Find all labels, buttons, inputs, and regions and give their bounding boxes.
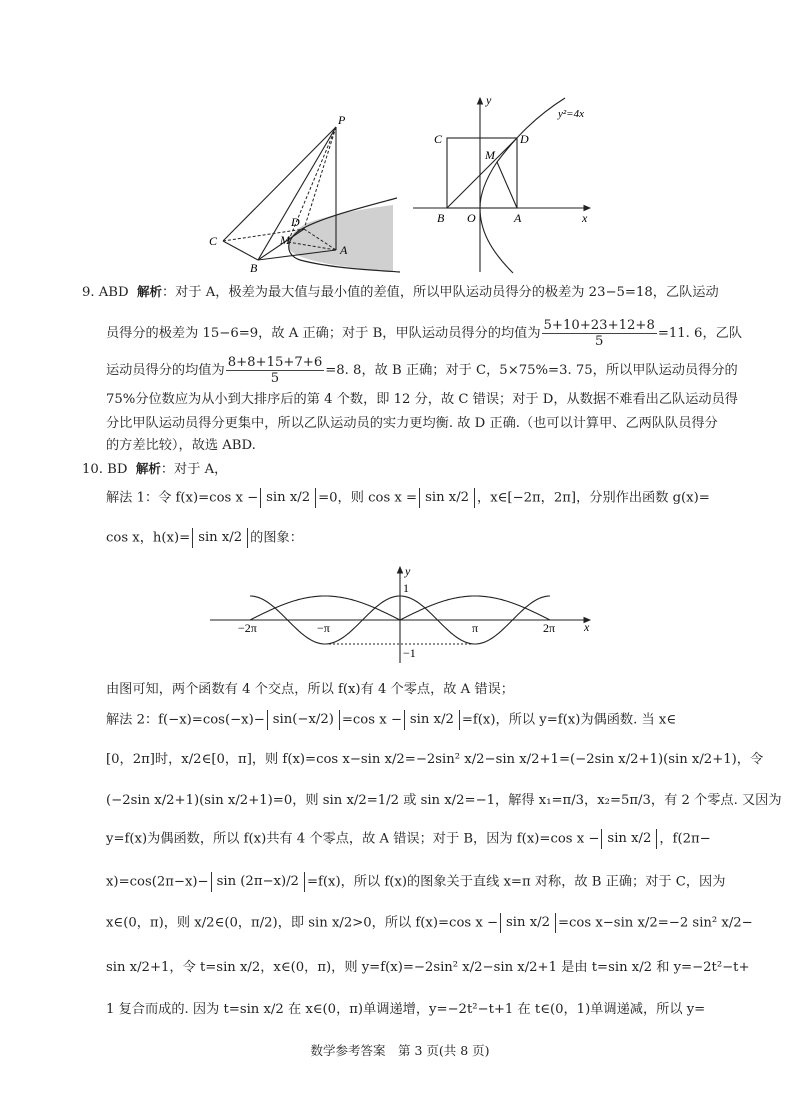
- q10-method2-line-4: [106, 829, 711, 850]
- q9-text-1: ：对于 A，极差为最大值与最小值的差值，所以甲队运动员得分的极差为 23−5=18，乙队运动: [161, 285, 719, 300]
- abs-sin-x-2: sin x/2: [260, 488, 316, 508]
- label-A: A: [514, 211, 522, 225]
- label-D: D: [520, 132, 529, 146]
- fraction-denominator: 5: [594, 334, 604, 349]
- q10-conclusion-1: 由图可知，两个函数有 4 个交点，所以 f(x)有 4 个零点，故 A 错误；: [106, 682, 514, 697]
- tick-label-neg-1: −1: [403, 646, 416, 660]
- page-footer: 数学参考答案 第 3 页(共 8 页): [310, 1043, 490, 1058]
- fraction-numerator: 8+8+15+7+6: [227, 355, 323, 370]
- text: cos x，h(x)=: [106, 530, 191, 546]
- text: ，f(2π−: [659, 831, 711, 847]
- label-D: D: [291, 215, 300, 229]
- q9-text-2a: 员得分的极差为 15−6=9，故 A 正确；对于 B，甲队运动员得分的均值为: [106, 326, 541, 341]
- q9-text-3a: 运动员得分的均值为: [106, 363, 225, 378]
- text: =cos x−sin x/2=−2 sin² x/2−: [557, 915, 753, 931]
- q10-method1-line-1: [106, 488, 710, 509]
- label-C: C: [434, 132, 443, 146]
- q9-text-3b: =8. 8，故 B 正确；对于 C，5×75%=3. 75，所以甲队运动员得分的: [325, 363, 738, 378]
- q10-method2-line-7: sin x/2+1，令 t=sin x/2，x∈(0，π)，则 y=f(x)=−2sin² x/2−sin x/2+1 是由 t=sin x/2 和 y=−2t²−t+: [106, 960, 750, 975]
- q9-tag: 解析: [136, 284, 162, 299]
- label-B: B: [250, 261, 258, 275]
- q10-line-head: [82, 459, 227, 480]
- abs-sin-x-2: sin x/2: [192, 528, 248, 548]
- q10-method2-line-3: (−2sin x/2+1)(sin x/2+1)=0，则 sin x/2=1/2 或 sin x/2=−1，解得 x₁=π/3，x₂=5π/3，有 2 个零点. 又因为: [106, 793, 782, 808]
- abs-sin-x-2: sin x/2: [601, 829, 657, 849]
- text: =f(x)，所以 f(x)的图象关于直线 x=π 对称，故 B 正确；对于 C，因为: [306, 874, 726, 890]
- label-M: M: [280, 233, 290, 247]
- q9-line-3: [106, 355, 738, 386]
- text: 解法 2：f(−x)=cos(−x)−: [106, 712, 265, 728]
- text: 的图象：: [250, 530, 303, 546]
- q10-method2-line-6: [106, 913, 753, 934]
- tick-label-neg-2pi: −2π: [238, 621, 257, 635]
- tick-label-pi: π: [472, 621, 479, 635]
- tick-label-2pi: 2π: [543, 621, 556, 635]
- label-A: A: [340, 243, 348, 257]
- tick-label-neg-pi: −π: [317, 621, 330, 635]
- curve-label: y²=4x: [558, 108, 584, 120]
- q9-text-2b: =11. 6，乙队: [657, 326, 743, 341]
- q10-method2-line-2: [0，2π]时，x/2∈[0，π]，则 f(x)=cos x−sin x/2=−2sin² x/2−sin x/2+1=(−2sin x/2+1)(sin x/2+1)，令: [106, 752, 764, 767]
- axis-x-label: x: [584, 620, 590, 634]
- abs-sin-2pi-x-2: sin (2π−x)/2: [211, 872, 305, 892]
- fraction-denominator: 5: [270, 371, 280, 386]
- axis-y-label: y: [405, 564, 411, 578]
- axis-x-label: x: [582, 211, 588, 225]
- text: y=f(x)为偶函数，所以 f(x)共有 4 个零点，故 A 错误；对于 B，因为 f(x)=cos x −: [106, 831, 600, 847]
- q10-method2-line-5: [106, 872, 725, 893]
- label-C: C: [209, 234, 218, 248]
- q10-tag: 解析: [135, 461, 161, 476]
- q10-method2-line-8: 1 复合而成的. 因为 t=sin x/2 在 x∈(0，π)单调递增，y=−2t²−t+1 在 t∈(0，1)单调递减，所以 y=: [106, 1002, 706, 1017]
- q10-head: ：对于 A，: [160, 462, 228, 477]
- shaded-parabola-region: [289, 205, 393, 272]
- abs-sin-x-2: sin x/2: [500, 913, 556, 933]
- label-P: P: [338, 113, 346, 127]
- label-O: O: [467, 211, 476, 225]
- text: 解法 1：令 f(x)=cos x −: [106, 490, 259, 506]
- q10-method2-line-1: [106, 710, 676, 731]
- parabola-y2-4x: [480, 98, 565, 273]
- abs-sin-x-2: sin x/2: [419, 488, 475, 508]
- q9-line-5: 分比甲队运动员得分更集中，所以乙队运动员的实力更均衡. 故 D 正确.（也可以计算甲、乙两队队员得分: [106, 416, 718, 431]
- abs-sin-x-2: sin x/2: [404, 710, 460, 730]
- fraction-mean-jia: [542, 318, 657, 349]
- text: x∈(0，π)，则 x/2∈(0，π/2)，即 sin x/2>0，所以 f(x)=cos x −: [106, 915, 499, 931]
- text: ，x∈[−2π，2π]，分别作出函数 g(x)=: [477, 490, 710, 506]
- text: =f(x)，所以 y=f(x)为偶函数. 当 x∈: [461, 712, 677, 728]
- label-B: B: [437, 211, 445, 225]
- q9-line-1: [82, 282, 719, 303]
- pyramid-figure: [200, 90, 420, 280]
- q9-line-6: 的方差比较），故选 ABD.: [106, 438, 256, 453]
- q9-number: 9. ABD: [82, 285, 129, 300]
- trig-graph-figure: [200, 555, 600, 665]
- label-M: M: [485, 148, 495, 162]
- fraction-mean-yi: [226, 355, 325, 386]
- q10-method1-line-2: [106, 528, 303, 549]
- text: x)=cos(2π−x)−: [106, 874, 209, 890]
- coordinate-figure: [410, 90, 610, 280]
- axis-y-label: y: [486, 93, 492, 107]
- text: =cos x −: [341, 712, 402, 728]
- q9-line-2: [106, 318, 742, 349]
- abs-sin-neg-x-2: sin(−x/2): [267, 710, 340, 730]
- fraction-numerator: 5+10+23+12+8: [543, 318, 655, 333]
- q10-number: 10. BD: [82, 462, 128, 477]
- tick-label-1: 1: [403, 581, 409, 595]
- q9-line-4: 75%分位数应为从小到大排序后的第 4 个数，即 12 分，故 C 错误；对于 D，从数据不难看出乙队运动员得: [106, 392, 738, 407]
- text: =0，则 cos x =: [318, 490, 418, 506]
